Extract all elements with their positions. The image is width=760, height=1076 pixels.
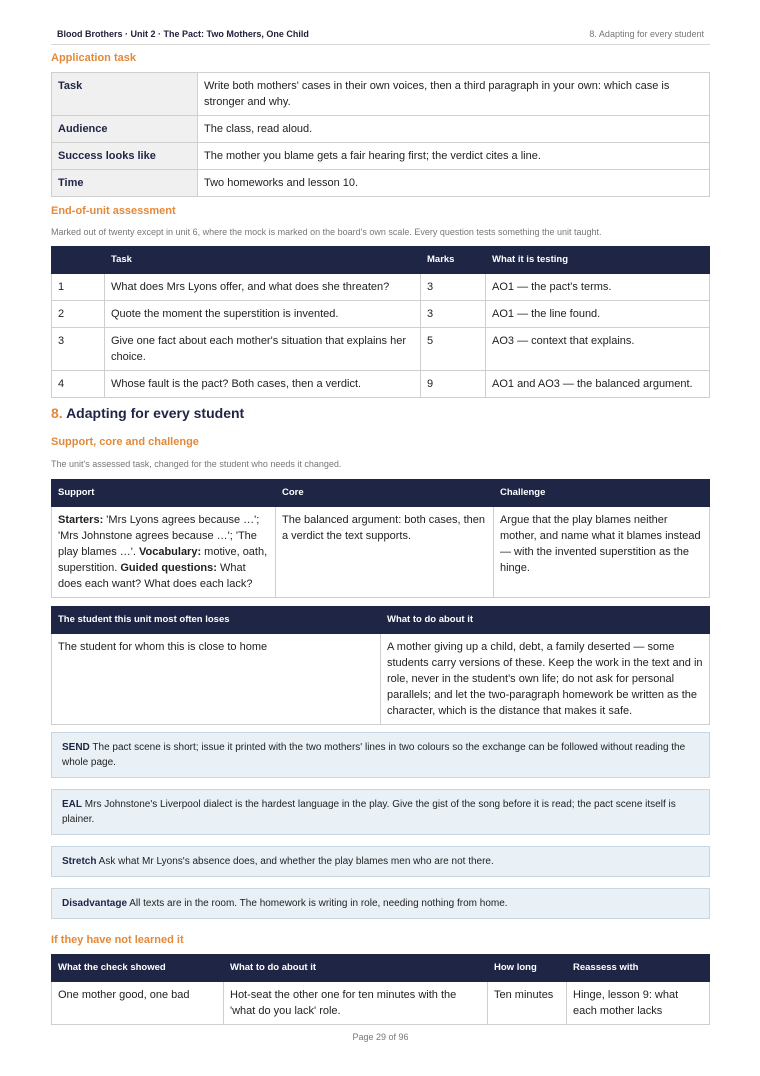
row-testing: AO3 — context that explains. bbox=[486, 328, 710, 371]
callout-text: The pact scene is short; issue it printed with the two mothers' lines in two colours so the exchange can be followed without reading the whole page. bbox=[62, 742, 686, 768]
support-cell bbox=[52, 507, 276, 598]
showed-cell: One mother good, one bad bbox=[52, 982, 224, 1025]
not-learned-table bbox=[51, 954, 710, 1025]
success-key: Success looks like bbox=[52, 143, 198, 170]
col-task: Task bbox=[105, 247, 421, 274]
row-number: 3 bbox=[52, 328, 105, 371]
row-number: 2 bbox=[52, 301, 105, 328]
callout-text: All texts are in the room. The homework is writing in role, needing nothing from home. bbox=[127, 898, 508, 909]
audience-key: Audience bbox=[52, 116, 198, 143]
row-marks: 3 bbox=[421, 301, 486, 328]
table-row bbox=[52, 328, 710, 371]
col-reassess: Reassess with bbox=[567, 955, 710, 982]
col-action: What to do about it bbox=[224, 955, 488, 982]
section-title bbox=[51, 405, 244, 421]
reassess-cell: Hinge, lesson 9: what each mother lacks bbox=[567, 982, 710, 1025]
disadvantage-callout bbox=[51, 888, 710, 919]
row-task: Quote the moment the superstition is invented. bbox=[105, 301, 421, 328]
action-cell: A mother giving up a child, debt, a family deserted — some students carry versions of these. Keep the work in the text and in role, never in the student's own life; do not ask for personal parallels; and let the two-paragraph homework be written as the character, which is the distance that makes it safe. bbox=[381, 634, 710, 725]
starters-text: 'Mrs Lyons agrees because …'; 'Mrs Johnstone agrees because …'; 'The play blames …'. bbox=[58, 514, 260, 558]
vocabulary-text: motive, oath, superstition. bbox=[58, 546, 268, 574]
callout-text: Ask what Mr Lyons's absence does, and whether the play blames men who are not there. bbox=[96, 856, 494, 867]
eal-callout bbox=[51, 789, 710, 835]
callout-label: Stretch bbox=[62, 856, 97, 867]
support-note: The unit's assessed task, changed for the student who needs it changed. bbox=[51, 459, 342, 469]
assessment-note: Marked out of twenty except in unit 6, where the mock is marked on the board's own scale. Every question tests something the unit taught. bbox=[51, 227, 602, 237]
section-title-text: Adapting for every student bbox=[66, 405, 245, 421]
header-section-title: 8. Adapting for every student bbox=[589, 29, 704, 39]
table-row bbox=[52, 507, 710, 598]
col-testing: What it is testing bbox=[486, 247, 710, 274]
table-header-row bbox=[52, 607, 710, 634]
col-marks: Marks bbox=[421, 247, 486, 274]
header-unit-title: Blood Brothers · Unit 2 · The Pact: Two Mothers, One Child bbox=[57, 29, 309, 39]
student-loses-table bbox=[51, 606, 710, 725]
table-row bbox=[52, 301, 710, 328]
col-action: What to do about it bbox=[381, 607, 710, 634]
table-row bbox=[52, 170, 710, 197]
table-header-row bbox=[52, 480, 710, 507]
col-core: Core bbox=[276, 480, 494, 507]
row-number: 1 bbox=[52, 274, 105, 301]
task-key: Task bbox=[52, 73, 198, 116]
table-row bbox=[52, 982, 710, 1025]
row-marks: 5 bbox=[421, 328, 486, 371]
col-student: The student this unit most often loses bbox=[52, 607, 381, 634]
col-how-long: How long bbox=[488, 955, 567, 982]
col-number bbox=[52, 247, 105, 274]
table-row bbox=[52, 371, 710, 398]
starters-label: Starters: bbox=[58, 514, 104, 526]
task-value: Write both mothers' cases in their own voices, then a third paragraph in your own: which case is stronger and why. bbox=[198, 73, 710, 116]
challenge-cell: Argue that the play blames neither mother, and name what it blames instead — with the invented superstition as the hinge. bbox=[494, 507, 710, 598]
guided-questions-label: Guided questions: bbox=[120, 562, 217, 574]
action-cell: Hot-seat the other one for ten minutes with the 'what do you lack' role. bbox=[224, 982, 488, 1025]
row-task: Whose fault is the pact? Both cases, then a verdict. bbox=[105, 371, 421, 398]
row-testing: AO1 and AO3 — the balanced argument. bbox=[486, 371, 710, 398]
time-value: Two homeworks and lesson 10. bbox=[198, 170, 710, 197]
guided-questions-text: What does each want? What does each lack? bbox=[58, 562, 253, 590]
vocabulary-label: Vocabulary: bbox=[138, 546, 202, 558]
col-challenge: Challenge bbox=[494, 480, 710, 507]
support-core-challenge-table bbox=[51, 479, 710, 598]
row-number: 4 bbox=[52, 371, 105, 398]
core-cell: The balanced argument: both cases, then a verdict the text supports. bbox=[276, 507, 494, 598]
success-value: The mother you blame gets a fair hearing first; the verdict cites a line. bbox=[198, 143, 710, 170]
row-task: What does Mrs Lyons offer, and what does she threaten? bbox=[105, 274, 421, 301]
running-header bbox=[51, 28, 710, 45]
row-testing: AO1 — the pact's terms. bbox=[486, 274, 710, 301]
page-number: Page 29 of 96 bbox=[352, 1032, 409, 1042]
callout-label: EAL bbox=[62, 799, 82, 810]
table-row bbox=[52, 274, 710, 301]
table-row bbox=[52, 634, 710, 725]
table-row bbox=[52, 73, 710, 116]
row-marks: 3 bbox=[421, 274, 486, 301]
table-row bbox=[52, 116, 710, 143]
row-task: Give one fact about each mother's situation that explains her choice. bbox=[105, 328, 421, 371]
col-showed: What the check showed bbox=[52, 955, 224, 982]
how-long-cell: Ten minutes bbox=[488, 982, 567, 1025]
callout-label: Disadvantage bbox=[62, 898, 128, 909]
send-callout bbox=[51, 732, 710, 778]
audience-value: The class, read aloud. bbox=[198, 116, 710, 143]
student-cell: The student for whom this is close to home bbox=[52, 634, 381, 725]
assessment-table bbox=[51, 246, 710, 398]
stretch-callout bbox=[51, 846, 710, 877]
row-marks: 9 bbox=[421, 371, 486, 398]
application-task-heading: Application task bbox=[51, 52, 136, 64]
table-header-row bbox=[52, 955, 710, 982]
row-testing: AO1 — the line found. bbox=[486, 301, 710, 328]
callout-label: SEND bbox=[62, 742, 90, 753]
time-key: Time bbox=[52, 170, 198, 197]
support-core-challenge-heading: Support, core and challenge bbox=[51, 436, 199, 448]
table-row bbox=[52, 143, 710, 170]
section-number: 8. bbox=[51, 405, 63, 421]
table-header-row bbox=[52, 247, 710, 274]
assessment-heading: End-of-unit assessment bbox=[51, 205, 176, 217]
callout-text: Mrs Johnstone's Liverpool dialect is the hardest language in the play. Give the gist of the song before it is read; the pact scene itself is plainer. bbox=[62, 799, 676, 825]
not-learned-heading: If they have not learned it bbox=[51, 934, 184, 946]
col-support: Support bbox=[52, 480, 276, 507]
application-task-table bbox=[51, 72, 710, 197]
